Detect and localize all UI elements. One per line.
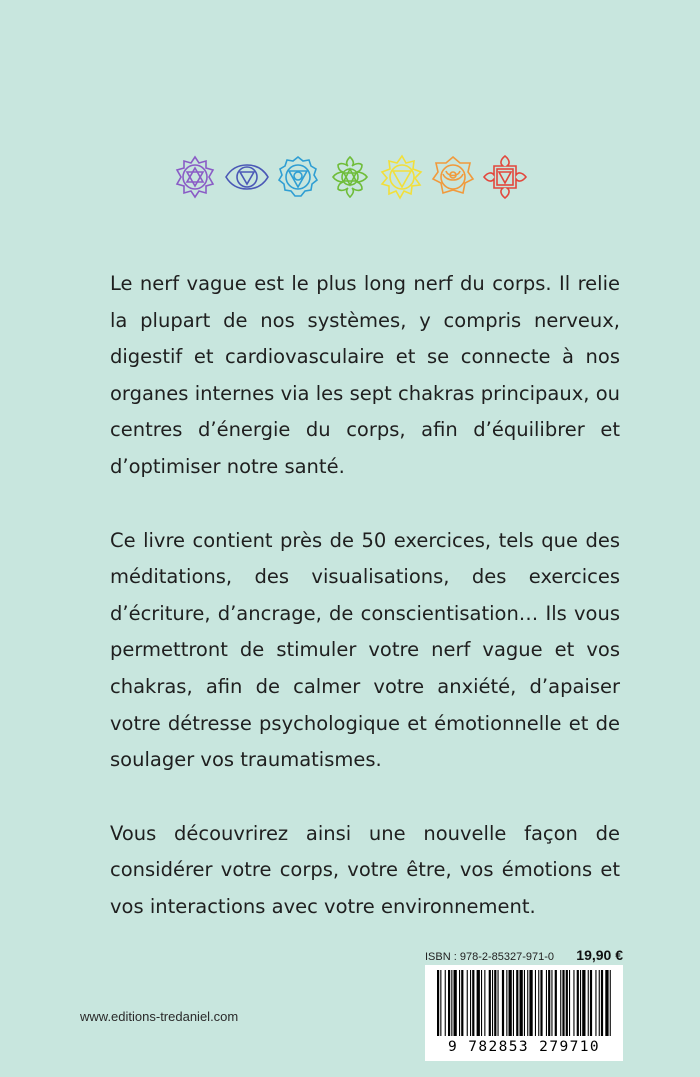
root-chakra-icon (482, 154, 528, 200)
barcode (425, 965, 623, 1061)
barcode-bar (470, 970, 471, 1036)
barcode-bar (601, 970, 603, 1036)
description-paragraph-1: Le nerf vague est le plus long nerf du corps. Il relie la plupart de nos systèmes, y compris nerveux, digestif et cardiovasculaire et se connecte à nos organes internes via les sept chakras principaux, ou centres d’énergie du corps, afin d’équilibrer et d’optimiser notre santé. (110, 272, 620, 478)
back-cover-text (110, 266, 620, 963)
barcode-bar (461, 970, 463, 1036)
heart-chakra-icon (327, 154, 373, 200)
barcode-bar (605, 970, 608, 1036)
chakra-icons-row (172, 152, 528, 202)
barcode-bar (492, 970, 493, 1036)
barcode-bar (535, 970, 536, 1036)
barcode-bar (538, 970, 539, 1036)
barcode-bar (509, 970, 512, 1036)
barcode-bar (610, 970, 611, 1036)
barcode-bar (472, 970, 474, 1036)
barcode-bar (498, 970, 499, 1036)
barcode-bar (560, 970, 561, 1036)
barcode-bar (459, 970, 460, 1036)
barcode-bar (580, 970, 581, 1036)
barcode-bar (524, 970, 525, 1036)
barcode-bar (529, 970, 532, 1036)
barcode-bar (484, 970, 485, 1036)
barcode-bar (520, 970, 523, 1036)
barcode-bar (595, 970, 596, 1036)
barcode-bar (454, 970, 457, 1036)
barcode-bar (548, 970, 550, 1036)
barcode-bar (516, 970, 518, 1036)
barcode-bar (445, 970, 446, 1036)
barcode-bar (502, 970, 504, 1036)
barcode-bar (494, 970, 496, 1036)
barcode-bar (582, 970, 585, 1036)
barcode-digits: 9 782853 279710 (448, 1039, 600, 1055)
solar-plexus-chakra-icon (379, 154, 425, 200)
barcode-bar (588, 970, 589, 1036)
barcode-bar (489, 970, 491, 1036)
barcode-bar (477, 970, 480, 1036)
price-label: 19,90 € (576, 947, 623, 963)
throat-chakra-icon (275, 154, 321, 200)
barcode-bar (577, 970, 579, 1036)
barcode-bar (451, 970, 452, 1036)
isbn-label: ISBN : 978-2-85327-971-0 (425, 951, 555, 963)
barcode-bar (540, 970, 542, 1036)
publisher-website: www.editions-tredaniel.com (80, 1009, 239, 1024)
barcode-bar (506, 970, 507, 1036)
third-eye-chakra-icon (224, 154, 270, 200)
isbn-price-row (425, 947, 623, 963)
barcode-bar (440, 970, 441, 1036)
barcode-bar (590, 970, 592, 1036)
barcode-bar (513, 970, 514, 1036)
barcode-bar (437, 970, 439, 1036)
barcode-bar (555, 970, 557, 1036)
barcode-bar (467, 970, 468, 1036)
description-paragraph-3: Vous découvrirez ainsi une nouvelle façon de considérer votre corps, votre être, vos émotions et vos interactions avec votre environnement. (110, 821, 620, 918)
sacral-chakra-icon (430, 154, 476, 200)
barcode-bar (481, 970, 482, 1036)
barcode-bar (527, 970, 528, 1036)
barcode-bars (433, 970, 615, 1036)
barcode-bar (599, 970, 600, 1036)
crown-chakra-icon (172, 154, 218, 200)
barcode-bar (566, 970, 568, 1036)
barcode-bar (551, 970, 552, 1036)
description-paragraph-2: Ce livre contient près de 50 exercices, tels que des méditations, des visualisations, des exercices d’écriture, d’ancrage, de conscientisation… Ils vous permettront de stimuler votre nerf vague et vos chakras, afin de calmer votre anxiété, d’apaiser votre détresse psychologique et émotionnelle et de soulager vos traumatismes. (110, 528, 620, 772)
barcode-bar (448, 970, 450, 1036)
barcode-bar (546, 970, 547, 1036)
barcode-bar (573, 970, 574, 1036)
barcode-bar (562, 970, 564, 1036)
barcode-bar (569, 970, 570, 1036)
